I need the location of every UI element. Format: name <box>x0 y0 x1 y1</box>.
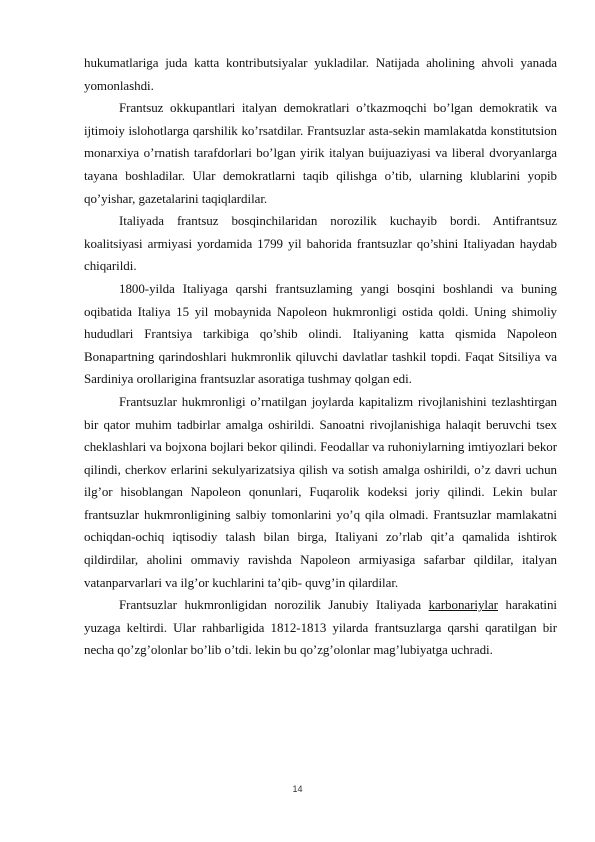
paragraph-6-text-end: harakatini yuzaga keltirdi. Ular rahbarligida 1812-1813 yilarda frantsuzlarga qarshi qaratilgan bir necha qo’zg’olonlar bo’lib o’tdi. lekin bu qo’zg’olonlar mag’lubiyatga uchradi. <box>84 597 557 658</box>
paragraph-5: Frantsuzlar hukmronligi o’rnatilgan joylarda kapitalizm rivojlanishini tezlashtirgan bir qator muhim tadbirlar amalga oshirildi. Sanoatni rivojlanishiga halaqit beruvchi tsex cheklashlari va bojxona bojlari bekor qilindi. Feodallar va ruhoniylarning imtiyozlari bekor qilindi, cherkov erlarini sekulyarizatsiya qilish va sotish amalga oshirildi, o’z davri uchun ilg’or hisoblangan Napoleon qonunlari, Fuqarolik kodeksi joriy qilindi. Lekin bular frantsuzlar hukmronligining salbiy tomonlarini yo’q qila olmadi. Frantsuzlar mamlakatni ochiqdan-ochiq iqtisodiy talash bilan birga, Italiyani zo’rlab qit’a qamalida ishtirok qildirdilar, aholini ommaviy ravishda Napoleon armiyasiga safarbar qildilar, italyan vatanparvarlari va ilg’or kuchlarini ta’qib- quvg’in qilardilar. <box>84 393 557 590</box>
paragraph-2: Frantsuz okkupantlari italyan demokratlari o’tkazmoqchi bo’lgan demokratik va ijtimoiy islohotlarga qarshilik ko’rsatdilar. Frantsuzlar asta-sekin mamlakatda konstitutsion monarxiya o’rnatish tarafdorlari bo’lgan yirik italyan buijuaziyasi va liberal dvoryanlarga tayana boshladilar. Ular demokratlarni taqib qilishga o’tib, ularning klublarini yopib qo’yishar, gazetalarini taqiqlardilar. <box>84 100 557 206</box>
paragraph-6-text-start: Frantsuzlar hukmronligidan norozilik Janubiy Italiyada <box>119 597 429 613</box>
document-body <box>84 52 557 662</box>
paragraph-1: hukumatlariga juda katta kontributsiyalar yukladilar. Natijada aholining ahvoli yanada yomonlashdi. <box>84 55 557 93</box>
paragraph-3: Italiyada frantsuz bosqinchilaridan norozilik kuchayib bordi. Antifrantsuz koalitsiyasi armiyasi yordamida 1799 yil bahorida frantsuzlar qo’shini Italiyadan haydab chiqarildi. <box>84 213 557 274</box>
paragraph-4: 1800-yilda Italiyaga qarshi frantsuzlaming yangi bosqini boshlandi va buning oqibatida Italiya 15 yil mobaynida Napoleon hukmronligi ostida qoldi. Uning shimoliy hududlari Frantsiya tarkibiga qo’shib olindi. Italiyaning katta qismida Napoleon Bonapartning qarindoshlari hukmronlik qiluvchi davlatlar tashkil topdi. Faqat Sitsiliya va Sardiniya orollarigina frantsuzlar asoratiga tushmay qolgan edi. <box>84 280 557 387</box>
paragraph-6 <box>84 594 557 662</box>
page-number: 14 <box>292 784 303 794</box>
karbonariylar-link[interactable]: karbonariylar <box>428 597 498 613</box>
